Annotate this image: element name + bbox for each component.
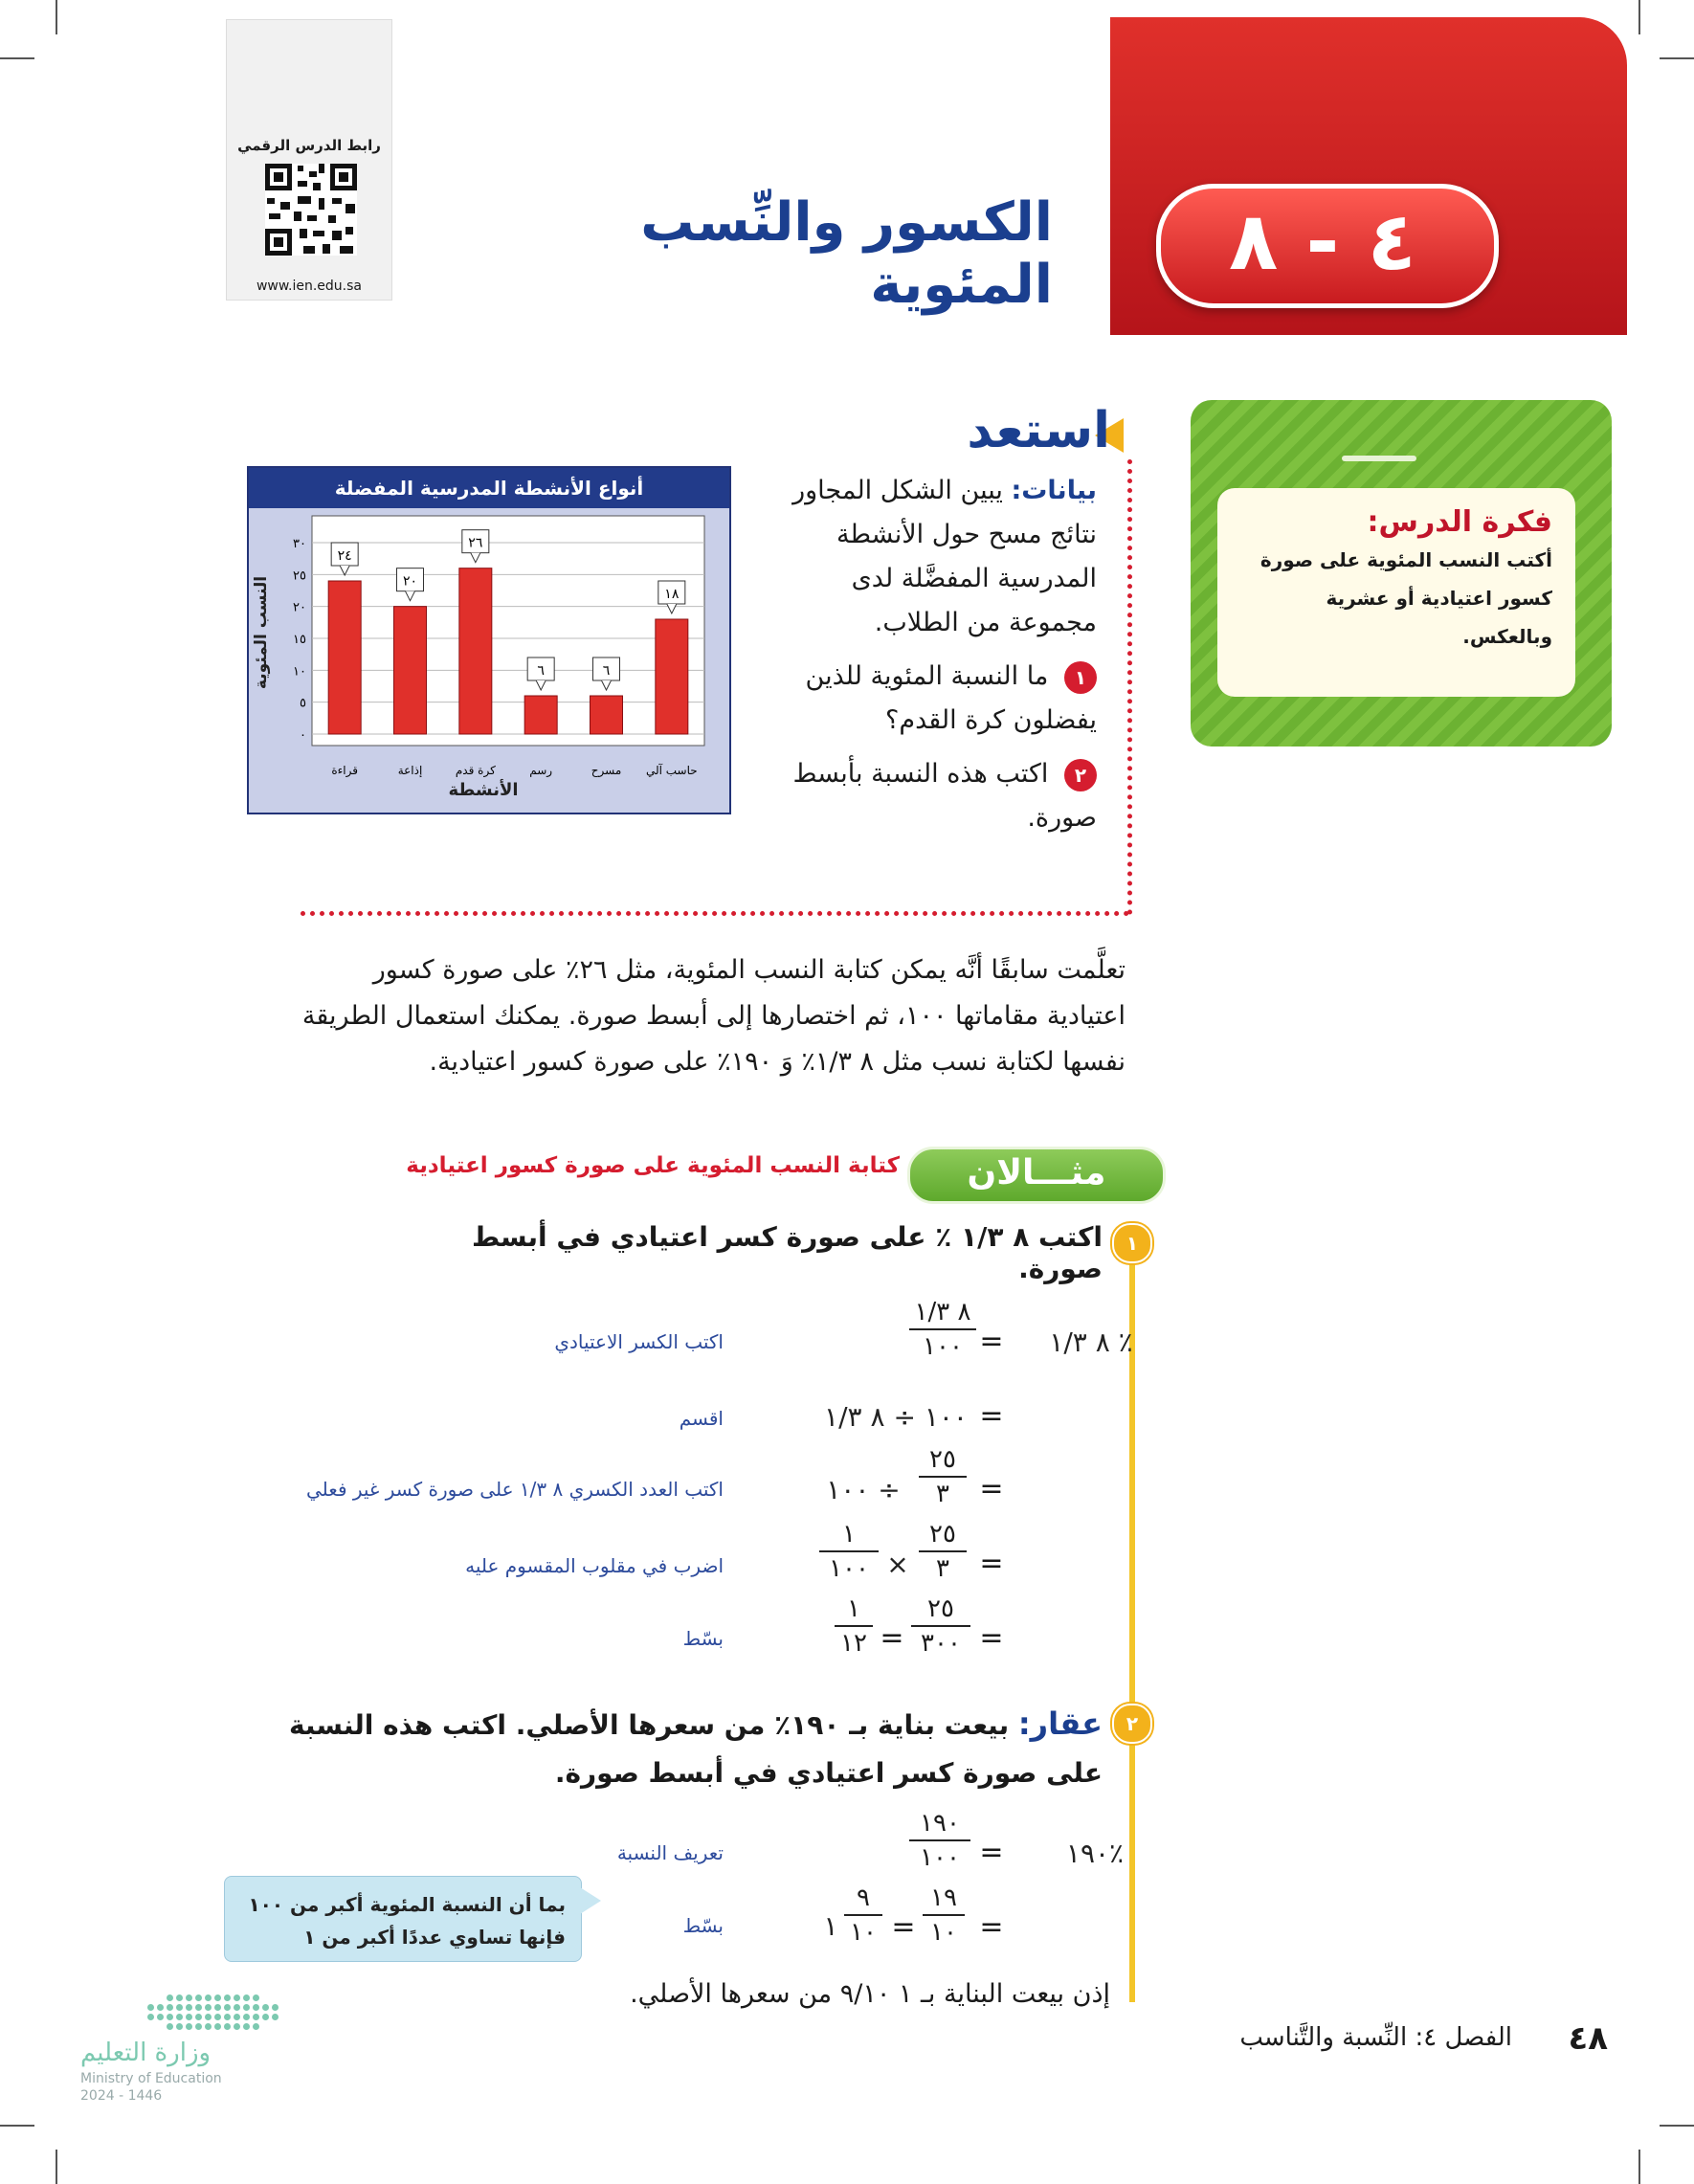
crop-mark bbox=[1660, 2125, 1694, 2127]
step-note: اضرب في مقلوب المقسوم عليه bbox=[465, 1554, 724, 1577]
math-expression: ١٩٠٪ bbox=[1065, 1838, 1125, 1869]
examples-heading: كتابة النسب المئوية على صورة كسور اعتيادية bbox=[406, 1153, 900, 1178]
logo-dot bbox=[186, 2004, 192, 2011]
y-tick-label: ١٥ bbox=[293, 633, 306, 647]
ready-data-paragraph bbox=[756, 469, 1097, 645]
question-item bbox=[756, 752, 1097, 840]
ministry-name-en: Ministry of Education bbox=[80, 2071, 222, 2086]
logo-dot bbox=[195, 2004, 202, 2011]
denominator: ١٠٠ bbox=[923, 1332, 963, 1361]
step-note: تعريف النسبة bbox=[616, 1841, 724, 1864]
logo-dot bbox=[195, 2014, 202, 2020]
lesson-idea-title: فكرة الدرس: bbox=[1367, 505, 1552, 539]
y-tick-label: ٢٥ bbox=[293, 568, 306, 584]
bar-chart bbox=[249, 508, 729, 811]
ready-title: استعد bbox=[967, 402, 1110, 459]
chart-bar bbox=[656, 619, 688, 734]
question-item bbox=[756, 655, 1097, 743]
ready-section bbox=[756, 469, 1097, 840]
multiply-sign: × bbox=[886, 1549, 909, 1580]
crop-mark bbox=[0, 57, 34, 59]
fraction: ٩ ١٠ bbox=[844, 1882, 882, 1949]
example-number: ٢ bbox=[1112, 1704, 1152, 1744]
crop-mark bbox=[56, 0, 57, 34]
example-2-problem bbox=[249, 1700, 1103, 1797]
crop-mark bbox=[1638, 0, 1640, 34]
x-tick-label: إذاعة bbox=[397, 764, 423, 777]
fraction bbox=[909, 1296, 976, 1363]
y-tick-label: ٢٠ bbox=[293, 600, 306, 615]
examples-badge: مثـــالان bbox=[907, 1147, 1166, 1204]
chart-bar bbox=[591, 696, 623, 734]
fraction: ١ ١٠٠ bbox=[819, 1518, 879, 1585]
example-number: ١ bbox=[1112, 1223, 1152, 1263]
lesson-idea-text: أكتب النسب المئوية على صورة كسور اعتيادية أو عشرية وبالعكس. bbox=[1259, 548, 1552, 648]
lesson-number: ٤ - ٨ bbox=[1229, 194, 1416, 288]
chart-xlabel: الأنشطة bbox=[448, 780, 519, 800]
crop-mark bbox=[56, 2150, 57, 2184]
dotted-border bbox=[1127, 459, 1132, 915]
x-tick-label: حاسب آلي bbox=[645, 764, 698, 777]
equals-sign: = bbox=[891, 1910, 916, 1944]
crop-mark bbox=[1638, 2150, 1640, 2184]
logo-dot bbox=[243, 1995, 250, 2001]
plot-area bbox=[312, 516, 704, 746]
equals-sign: = bbox=[979, 1472, 1004, 1505]
logo-dot bbox=[157, 2014, 164, 2020]
equals-sign: = bbox=[979, 1910, 1004, 1944]
example-1-problem: اكتب ٨ ١/٣ ٪ على صورة كسر اعتيادي في أبسط صورة. bbox=[472, 1221, 1103, 1284]
logo-dot bbox=[253, 2004, 259, 2011]
equals-sign: = bbox=[979, 1547, 1004, 1580]
logo-dot bbox=[272, 2004, 279, 2011]
logo-dot bbox=[147, 2014, 154, 2020]
logo-dot bbox=[234, 1995, 240, 2001]
numerator: ٨ ١/٣ bbox=[909, 1296, 976, 1330]
logo-dot bbox=[176, 2014, 183, 2020]
logo-dot bbox=[234, 2004, 240, 2011]
logo-dot bbox=[214, 1995, 221, 2001]
logo-dot bbox=[167, 2014, 173, 2020]
data-label: ١٨ bbox=[664, 587, 680, 602]
logo-dot bbox=[186, 1995, 192, 2001]
fraction: ١ ١٢ bbox=[835, 1593, 873, 1660]
data-label: بيانات: bbox=[1011, 476, 1097, 505]
logo-dot bbox=[224, 2004, 231, 2011]
logo-dot bbox=[205, 2004, 212, 2011]
chart-bar bbox=[459, 568, 492, 734]
logo-dot bbox=[224, 1995, 231, 2001]
logo-dot bbox=[262, 2004, 269, 2011]
ministry-year: 2024 - 1446 bbox=[80, 2088, 163, 2104]
logo-dot bbox=[186, 2023, 192, 2030]
logo-dot bbox=[157, 2004, 164, 2011]
logo-dot bbox=[224, 2023, 231, 2030]
logo-dot bbox=[234, 2023, 240, 2030]
qr-url[interactable]: www.ien.edu.sa bbox=[256, 279, 363, 294]
equals-sign: = bbox=[979, 1325, 1004, 1358]
step-note: بسّط bbox=[682, 1914, 724, 1937]
y-tick-label: ١٠ bbox=[293, 664, 306, 680]
fraction: ١٩ ١٠ bbox=[923, 1882, 965, 1949]
logo-dot bbox=[167, 2004, 173, 2011]
y-tick-label: ٠ bbox=[300, 728, 306, 743]
question-number: ٢ bbox=[1064, 759, 1097, 791]
logo-dot bbox=[205, 2023, 212, 2030]
logo-dot bbox=[214, 2004, 221, 2011]
ministry-logo bbox=[80, 1991, 272, 2106]
logo-dot bbox=[272, 2014, 279, 2020]
question-text: اكتب هذه النسبة بأبسط صورة. bbox=[792, 759, 1097, 833]
logo-dot bbox=[243, 2023, 250, 2030]
equals-sign: = bbox=[979, 1399, 1004, 1433]
data-text: يبين الشكل المجاور نتائج مسح حول الأنشطة المدرسية المفضَّلة لدى مجموعة من الطلاب. bbox=[792, 476, 1097, 637]
logo-dot bbox=[243, 2004, 250, 2011]
crop-mark bbox=[1660, 57, 1694, 59]
lesson-title: الكسور والنِّسب المئوية bbox=[640, 191, 1053, 316]
chart-bar bbox=[524, 696, 557, 734]
y-tick-label: ٥ bbox=[300, 696, 306, 711]
chart-title: أنواع الأنشطة المدرسية المفضلة bbox=[249, 468, 729, 508]
chart-bar bbox=[394, 607, 427, 734]
example-2-label: عقار: bbox=[1017, 1705, 1103, 1742]
lesson-idea-handle bbox=[1342, 456, 1416, 461]
fraction: ٢٥ ٣ bbox=[919, 1443, 967, 1510]
qr-caption: رابط الدرس الرقمي bbox=[237, 137, 381, 154]
step-note: اكتب الكسر الاعتيادي bbox=[554, 1330, 724, 1353]
chart-ylabel: النسب المئوية bbox=[252, 575, 271, 690]
question-text: ما النسبة المئوية للذين يفضلون كرة القدم؟ bbox=[805, 661, 1097, 735]
logo-dot bbox=[195, 1995, 202, 2001]
logo-dot bbox=[253, 1995, 259, 2001]
logo-dot bbox=[167, 2023, 173, 2030]
lesson-idea-card bbox=[1217, 488, 1575, 697]
math-expression: ٨ ١/٣ ٪ bbox=[1049, 1326, 1133, 1358]
step-note: اقسم bbox=[679, 1407, 724, 1430]
qr-code-icon[interactable] bbox=[265, 164, 357, 256]
whole-number: ١ bbox=[823, 1910, 838, 1942]
data-label: ٢٤ bbox=[337, 548, 352, 564]
logo-dot bbox=[195, 2023, 202, 2030]
qr-card[interactable] bbox=[226, 19, 392, 301]
ministry-name-ar: وزارة التعليم bbox=[80, 2039, 212, 2067]
logo-dot bbox=[224, 2014, 231, 2020]
x-tick-label: مسرح bbox=[591, 764, 622, 777]
logo-dot bbox=[176, 2004, 183, 2011]
intro-paragraph: تعلَّمت سابقًا أنَّه يمكن كتابة النسب المئوية، مثل ٢٦٪ على صورة كسور اعتيادية مقاماتها ١٠٠، ثم اختصارها إلى أبسط صورة. يمكنك استعمال الطريقة نفسها لكتابة نسب مثل ٨ ١/٣٪ وَ ١٩٠٪ على صورة كسور اعتيادية. bbox=[301, 955, 1126, 1077]
data-label: ٢٠ bbox=[402, 573, 418, 590]
equals-sign: = bbox=[979, 1621, 1004, 1655]
data-label: ٦ bbox=[602, 663, 611, 679]
fraction: ٢٥ ٣٠٠ bbox=[911, 1593, 970, 1660]
logo-dot bbox=[167, 1995, 173, 2001]
x-tick-label: رسم bbox=[529, 764, 553, 777]
example-2-text: بيعت بناية بـ ١٩٠٪ من سعرها الأصلي. اكتب هذه النسبة على صورة كسر اعتيادي في أبسط صورة. bbox=[288, 1709, 1103, 1789]
x-tick-label: قراءة bbox=[331, 764, 358, 777]
logo-dot bbox=[205, 2014, 212, 2020]
logo-dot bbox=[214, 2014, 221, 2020]
math-expression: ١٠٠ ÷ ٨ ١/٣ bbox=[824, 1401, 968, 1433]
equals-sign: = bbox=[979, 1836, 1004, 1869]
equals-sign: = bbox=[880, 1621, 904, 1655]
example-2-conclusion: إذن بيعت البناية بـ ١ ٩/١٠ من سعرها الأصلي. bbox=[630, 1979, 1110, 2009]
logo-dot bbox=[253, 2023, 259, 2030]
logo-dot bbox=[243, 2014, 250, 2020]
question-number: ١ bbox=[1064, 661, 1097, 694]
tip-callout: بما أن النسبة المئوية أكبر من ١٠٠ فإنها تساوي عددًا أكبر من ١ bbox=[224, 1876, 582, 1962]
logo-dot bbox=[176, 1995, 183, 2001]
logo-dot bbox=[147, 2004, 154, 2011]
logo-dot bbox=[186, 2014, 192, 2020]
logo-dot bbox=[253, 2014, 259, 2020]
logo-dot bbox=[262, 2014, 269, 2020]
logo-dot bbox=[234, 2014, 240, 2020]
fraction: ٢٥ ٣ bbox=[919, 1518, 967, 1585]
step-note: بسّط bbox=[682, 1627, 724, 1650]
step-note: اكتب العدد الكسري ٨ ١/٣ على صورة كسر غير فعلي bbox=[306, 1478, 724, 1501]
logo-dot bbox=[205, 1995, 212, 2001]
footer-chapter: الفصل ٤: النِّسبة والتَّناسب bbox=[1239, 2023, 1512, 2052]
dotted-border bbox=[301, 911, 1129, 916]
data-label: ٦ bbox=[537, 663, 545, 679]
data-label: ٢٦ bbox=[468, 535, 483, 551]
callout-pointer bbox=[580, 1887, 601, 1914]
chart-bar bbox=[328, 581, 361, 734]
page-number: ٤٨ bbox=[1568, 2019, 1608, 2058]
x-tick-label: كرة قدم bbox=[455, 764, 496, 777]
y-tick-label: ٣٠ bbox=[293, 537, 306, 551]
crop-mark bbox=[0, 2125, 34, 2127]
math-expression: ١٠٠ ÷ bbox=[826, 1474, 901, 1505]
logo-dot bbox=[176, 2023, 183, 2030]
logo-dot bbox=[214, 2023, 221, 2030]
fraction: ١٩٠ ١٠٠ bbox=[909, 1807, 970, 1874]
